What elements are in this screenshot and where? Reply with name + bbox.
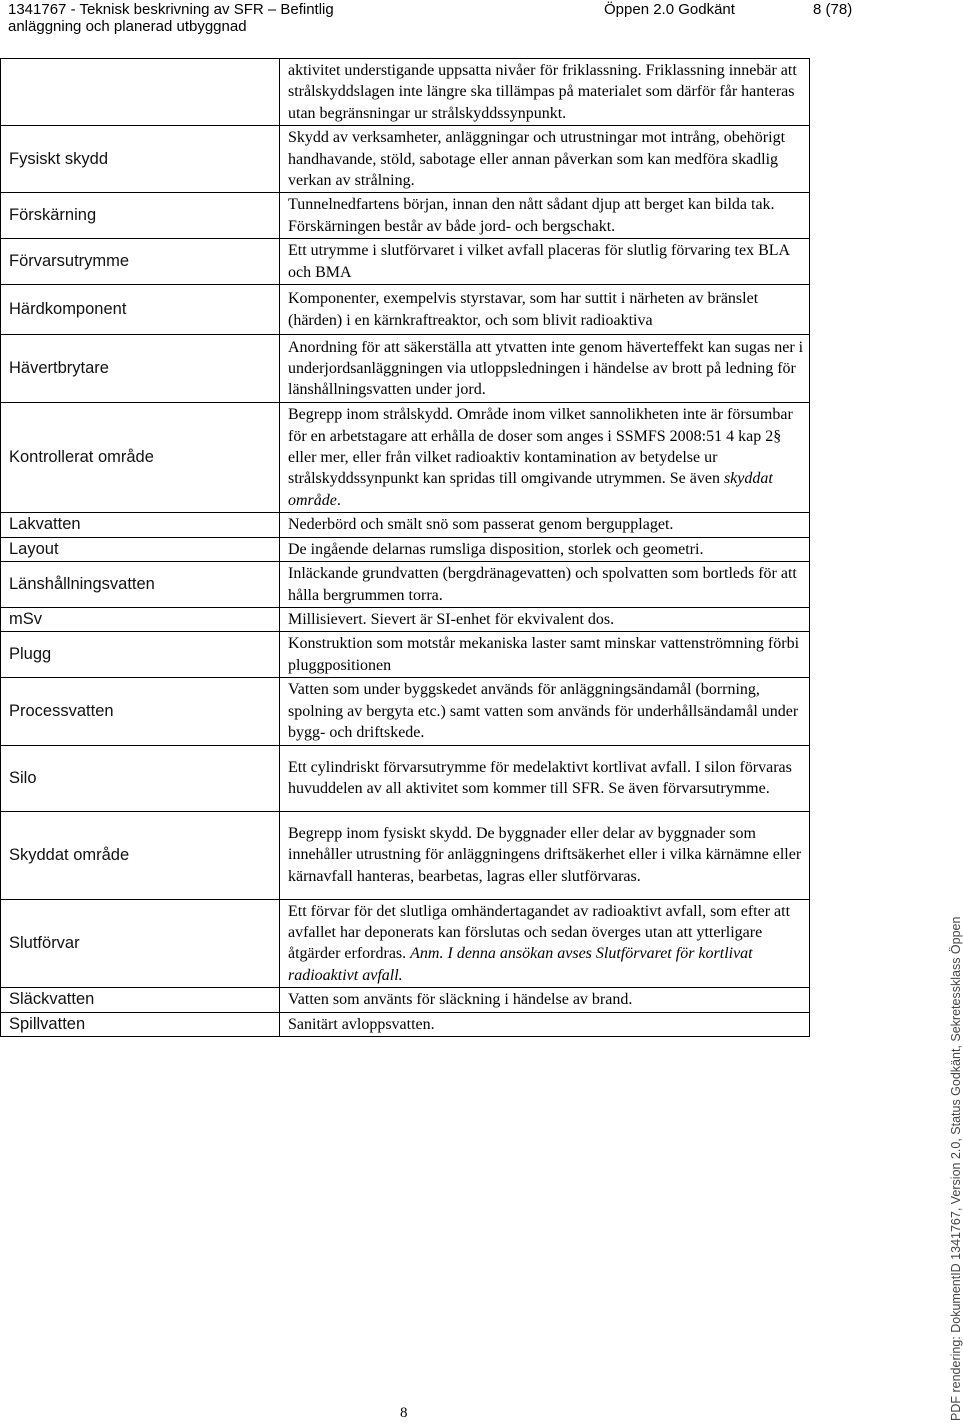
definition-trailing-text: . [336, 491, 341, 509]
table-row [1, 745, 810, 811]
glossary-term: Silo [1, 745, 280, 811]
glossary-term: Spillvatten [1, 1012, 280, 1036]
table-row [1, 537, 810, 561]
glossary-term: Plugg [1, 632, 280, 678]
definition-text: Ett förvar för det slutliga omhändertagandet av radioaktivt avfall, som efter att avfallet har deponerats kan förslutas och sedan överges utan att ytterligare åtgärder erfordras. [288, 902, 791, 963]
table-row [1, 239, 810, 285]
table-row [1, 811, 810, 899]
glossary-definition [280, 899, 810, 988]
glossary-term: Lakvatten [1, 513, 280, 537]
glossary-definition [280, 403, 810, 513]
table-row [1, 403, 810, 513]
table-row [1, 678, 810, 745]
glossary-definition: Anordning för att säkerställa att ytvatten inte genom häverteffekt kan sugas ner i underjordsanläggningen via utloppsledningen i händelse av brott på ledning för länshållningsvatten under jord. [280, 335, 810, 403]
table-row [1, 988, 810, 1012]
document-status: Öppen 2.0 Godkänt [604, 1, 735, 18]
glossary-definition: Sanitärt avloppsvatten. [280, 1012, 810, 1036]
table-row [1, 335, 810, 403]
glossary-term [1, 59, 280, 126]
table-row [1, 607, 810, 631]
table-row [1, 285, 810, 335]
glossary-definition: Konstruktion som motstår mekaniska laster samt minskar vattenströmning förbi pluggpositionen [280, 632, 810, 678]
glossary-term: Fysiskt skydd [1, 126, 280, 193]
page-count: 8 (78) [813, 1, 853, 18]
glossary-term: Hävertbrytare [1, 335, 280, 403]
table-row [1, 513, 810, 537]
glossary-definition: Millisievert. Sievert är SI-enhet för ekvivalent dos. [280, 607, 810, 631]
glossary-term: Processvatten [1, 678, 280, 745]
glossary-term: Länshållningsvatten [1, 562, 280, 608]
definition-italic-text: skyddat område [288, 470, 773, 509]
glossary-term: Förskärning [1, 193, 280, 239]
glossary-definition: Ett utrymme i slutförvaret i vilket avfall placeras för slutlig förvaring tex BLA och BMA [280, 239, 810, 285]
document-subtitle: anläggning och planerad utbyggnad [8, 18, 247, 35]
glossary-definition: Ett cylindriskt förvarsutrymme för medelaktivt kortlivat avfall. I silon förvaras huvuddelen av all aktivitet som kommer till SFR. Se även förvarsutrymme. [280, 745, 810, 811]
document-title: 1341767 - Teknisk beskrivning av SFR – Befintlig [8, 1, 334, 18]
glossary-table [0, 58, 810, 1037]
pdf-rendering-note: PDF rendering: DokumentID 1341767, Version 2.0, Status Godkänt, Sekretessklass Öppen [949, 916, 963, 1421]
table-row [1, 126, 810, 193]
page-number: 8 [400, 1405, 408, 1421]
glossary-term: Förvarsutrymme [1, 239, 280, 285]
glossary-definition: Komponenter, exempelvis styrstavar, som har suttit i närheten av bränslet (härden) i en kärnkraftreaktor, och som blivit radioaktiva [280, 285, 810, 335]
glossary-definition: De ingående delarnas rumsliga disposition, storlek och geometri. [280, 537, 810, 561]
glossary-definition: Inläckande grundvatten (bergdränagevatten) och spolvatten som bortleds för att hålla bergrummen torra. [280, 562, 810, 608]
glossary-term: Slutförvar [1, 899, 280, 988]
glossary-term: Härdkomponent [1, 285, 280, 335]
glossary-term: Layout [1, 537, 280, 561]
table-row [1, 899, 810, 988]
glossary-definition: Begrepp inom fysiskt skydd. De byggnader eller delar av byggnader som innehåller utrustning för anläggningens driftsäkerhet eller i vilka kärnämne eller kärnavfall hanteras, bearbetas, lagras eller slutförvaras. [280, 811, 810, 899]
table-row [1, 59, 810, 126]
glossary-definition: aktivitet understigande uppsatta nivåer för friklassning. Friklassning innebär att strålskyddslagen inte längre ska tillämpas på materialet som därför får hanteras utan begränsningar ur strålskyddssynpunkt. [280, 59, 810, 126]
definition-text: Begrepp inom strålskydd. Område inom vilket sannolikheten inte är försumbar för en arbetstagare att erhålla de doser som anges i SSMFS 2008:51 4 kap 2§ eller mer, eller från vilket radioaktiv kontamination av betydelse ur strålskyddssynpunkt kan spridas till omgivande utrymmen. Se även [288, 406, 793, 488]
glossary-term: Skyddat område [1, 811, 280, 899]
table-row [1, 562, 810, 608]
glossary-definition: Tunnelnedfartens början, innan den nått sådant djup att berget kan bilda tak. Förskärningen består av både jord- och bergschakt. [280, 193, 810, 239]
glossary-term: Kontrollerat område [1, 403, 280, 513]
glossary-term: mSv [1, 607, 280, 631]
glossary-term: Släckvatten [1, 988, 280, 1012]
glossary-definition: Skydd av verksamheter, anläggningar och utrustningar mot intrång, obehörigt handhavande, stöld, sabotage eller annan påverkan som kan medföra skadlig verkan av strålning. [280, 126, 810, 193]
definition-italic-text: Anm. I denna ansökan avses Slutförvaret för kortlivat radioaktivt avfall. [288, 945, 753, 984]
table-row [1, 193, 810, 239]
glossary-definition: Nederbörd och smält snö som passerat genom bergupplaget. [280, 513, 810, 537]
glossary-definition: Vatten som under byggskedet används för anläggningsändamål (borrning, spolning av bergyta etc.) samt vatten som används för underhållsändamål under bygg- och driftskede. [280, 678, 810, 745]
page-header [8, 0, 878, 34]
table-row [1, 1012, 810, 1036]
table-row [1, 632, 810, 678]
glossary-definition: Vatten som använts för släckning i händelse av brand. [280, 988, 810, 1012]
